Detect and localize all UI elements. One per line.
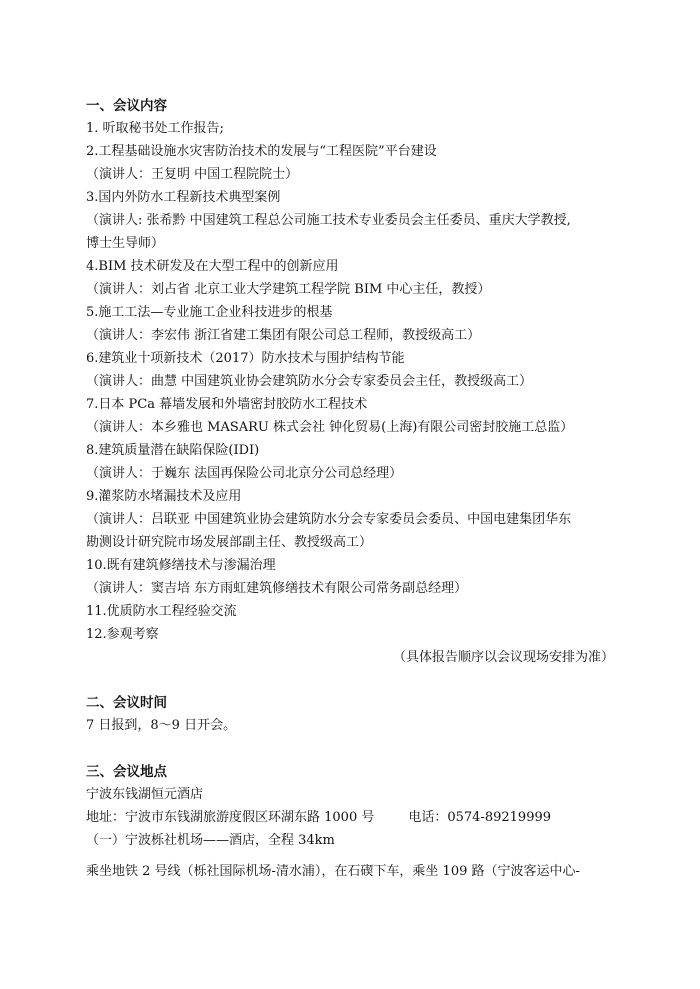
venue-address-line <box>86 809 551 827</box>
agenda-item: 1. 听取秘书处工作报告; <box>86 121 224 136</box>
schedule-note: （具体报告顺序以会议现场安排为准） <box>392 650 614 665</box>
agenda-speaker: （演讲人：本乡雅也 MASARU 株式会社 钟化贸易(上海)有限公司密封胶施工总监） <box>86 420 574 435</box>
route-metro: 乘坐地铁 2 号线（栎社国际机场-清水浦），在石碶下车，乘坐 109 路（宁波客运中心- <box>86 864 580 879</box>
agenda-item: 4.BIM 技术研发及在大型工程中的创新应用 <box>86 259 339 274</box>
agenda-item: 2.工程基础设施水灾害防治技术的发展与“工程医院”平台建设 <box>86 144 437 159</box>
meeting-time-text: 7 日报到，8～9 日开会。 <box>86 718 237 733</box>
agenda-item: 7.日本 PCa 幕墙发展和外墙密封胶防水工程技术 <box>86 397 368 412</box>
venue-phone: 电话：0574-89219999 <box>408 810 552 825</box>
agenda-speaker: （演讲人：曲慧 中国建筑业协会建筑防水分会专家委员会主任，教授级高工） <box>86 374 533 389</box>
agenda-speaker: （演讲人：窦吉培 东方雨虹建筑修缮技术有限公司常务副总经理） <box>86 581 468 596</box>
agenda-item: 11.优质防水工程经验交流 <box>86 604 237 619</box>
agenda-speaker: （演讲人: 张希黔 中国建筑工程总公司施工技术专业委员会主任委员、重庆大学教授, <box>86 213 571 228</box>
agenda-item: 10.既有建筑修缮技术与渗漏治理 <box>86 558 276 573</box>
agenda-item: 9.灌浆防水堵漏技术及应用 <box>86 489 242 504</box>
agenda-speaker: （演讲人：李宏伟 浙江省建工集团有限公司总工程师，教授级高工） <box>86 328 481 343</box>
agenda-item: 3.国内外防水工程新技术典型案例 <box>86 190 281 205</box>
agenda-speaker: （演讲人：于巍东 法国再保险公司北京分公司总经理） <box>86 466 403 481</box>
agenda-item: 12.参观考察 <box>86 627 159 642</box>
agenda-speaker-continued: 博士生导师） <box>86 236 165 251</box>
agenda-speaker: （演讲人：吕联亚 中国建筑业协会建筑防水分会专家委员会委员、中国电建集团华东 <box>86 512 572 527</box>
agenda-speaker-continued: 勘测设计研究院市场发展部副主任、教授级高工） <box>86 535 373 550</box>
agenda-item: 8.建筑质量潜在缺陷保险(IDI) <box>86 443 260 458</box>
agenda-item: 6.建筑业十项新技术（2017）防水技术与围护结构节能 <box>86 351 405 366</box>
section-heading-time: 二、会议时间 <box>86 695 167 711</box>
section-heading-venue: 三、会议地点 <box>86 764 167 780</box>
route-heading: （一）宁波栎社机场——酒店，全程 34km <box>86 833 335 848</box>
agenda-speaker: （演讲人：王复明 中国工程院院士） <box>86 167 299 182</box>
agenda-speaker: （演讲人：刘占省 北京工业大学建筑工程学院 BIM 中心主任，教授） <box>86 282 491 297</box>
agenda-item: 5.施工工法—专业施工企业科技进步的根基 <box>86 305 333 320</box>
section-heading-content: 一、会议内容 <box>86 98 167 114</box>
venue-hotel: 宁波东钱湖恒元酒店 <box>86 787 204 802</box>
venue-address: 地址：宁波市东钱湖旅游度假区环湖东路 1000 号 <box>86 810 375 825</box>
